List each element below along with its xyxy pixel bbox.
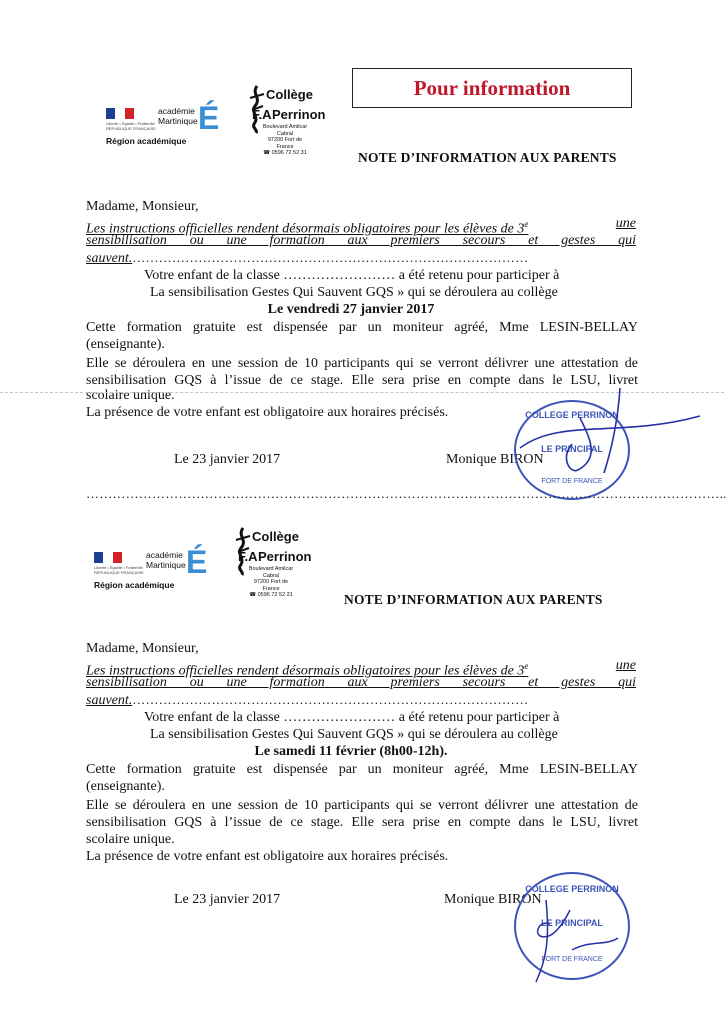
place-date: Le 23 janvier 2017 (174, 452, 281, 467)
academie-e-icon: É (198, 100, 220, 136)
logo-academie: Liberté • Égalité • Fraternité RÉPUBLIQUE FRANÇAISE académie Martinique É Région académique (106, 100, 220, 146)
presence-line: La présence de votre enfant est obligatoire aux horaires précisés. (86, 405, 449, 420)
instructions-line-2: sensibilisation ou une formation aux premiers secours et gestes qui (86, 233, 636, 248)
session-line-2: sensibilisation GQS à l’issue de ce stage. Elle sera prise en compte dans le LSU, livret (86, 373, 638, 388)
child-class-line: Votre enfant de la classe …………………… a été retenu pour participer à (144, 710, 560, 725)
session-line-2: sensibilisation GQS à l’issue de ce stage. Elle sera prise en compte dans le LSU, livret (86, 815, 638, 830)
session-line-3: scolaire unique. (86, 388, 175, 403)
formation-line-2: (enseignante). (86, 337, 165, 352)
instructions-line-3: sauvent.……………………………………………………………………………… (86, 250, 529, 266)
formation-line-1: Cette formation gratuite est dispensée par un moniteur agréé, Mme LESIN-BELLAY (86, 320, 638, 335)
greeting: Madame, Monsieur, (86, 199, 199, 214)
french-flag-icon (94, 552, 122, 563)
formation-line-1: Cette formation gratuite est dispensée par un moniteur agréé, Mme LESIN-BELLAY (86, 762, 638, 777)
instructions-line-3: sauvent.……………………………………………………………………………… (86, 692, 529, 708)
note-title: NOTE D’INFORMATION AUX PARENTS (344, 592, 603, 607)
note-title: NOTE D’INFORMATION AUX PARENTS (358, 150, 617, 165)
signatory-name: Monique BIRON (446, 452, 544, 467)
session-date: Le vendredi 27 janvier 2017 (267, 302, 435, 317)
session-line-1: Elle se déroulera en une session de 10 participants qui se verront délivrer une attestation de (86, 798, 638, 813)
signatory-name: Monique BIRON (444, 892, 542, 907)
school-stamp: COLLEGE PERRINON LE PRINCIPAL FORT DE FRANCE (514, 400, 630, 500)
cut-line: ……………………………………………………………………………………………………………………………….. (86, 486, 727, 501)
french-flag-icon (106, 108, 134, 119)
session-line-3: scolaire unique. (86, 832, 175, 847)
greeting: Madame, Monsieur, (86, 641, 199, 656)
logo-academie: Liberté • Égalité • Fraternité RÉPUBLIQUE FRANÇAISE académie Martinique É Région académique (94, 544, 208, 590)
child-class-line: Votre enfant de la classe …………………… a été retenu pour participer à (144, 268, 560, 283)
signature-scribble (500, 378, 710, 488)
instructions-line-1: Les instructions officielles rendent désormais obligatoires pour les élèves de 3e une (86, 216, 636, 237)
session-date: Le samedi 11 février (8h00-12h). (254, 744, 448, 759)
presence-line: La présence de votre enfant est obligatoire aux horaires précisés. (86, 849, 449, 864)
pour-information-banner: Pour information (352, 68, 632, 108)
session-line-1: Elle se déroulera en une session de 10 participants qui se verront délivrer une attestation de (86, 356, 638, 371)
gqs-line: La sensibilisation Gestes Qui Sauvent GQS » qui se déroulera au collège (150, 727, 558, 742)
signature-scribble (510, 880, 640, 990)
instructions-line-2: sensibilisation ou une formation aux premiers secours et gestes qui (86, 675, 636, 690)
logo-college: Collège F.A Perrinon Boulevard Amilcar Cabral 97200 Fort de France ☎ 0596 72 52 31 (246, 82, 326, 162)
formation-line-2: (enseignante). (86, 779, 165, 794)
region-label: Région académique (94, 580, 175, 590)
instructions-line-1: Les instructions officielles rendent désormais obligatoires pour les élèves de 3e une (86, 658, 636, 679)
school-stamp: COLLEGE PERRINON LE PRINCIPAL FORT DE FRANCE (514, 872, 630, 980)
logo-college: Collège F.A Perrinon Boulevard Amilcar Cabral 97200 Fort de France ☎ 0596 72 52 31 (232, 524, 312, 604)
region-label: Région académique (106, 136, 187, 146)
place-date: Le 23 janvier 2017 (174, 892, 281, 907)
academie-e-icon: É (186, 544, 208, 580)
gqs-line: La sensibilisation Gestes Qui Sauvent GQS » qui se déroulera au collège (150, 285, 558, 300)
